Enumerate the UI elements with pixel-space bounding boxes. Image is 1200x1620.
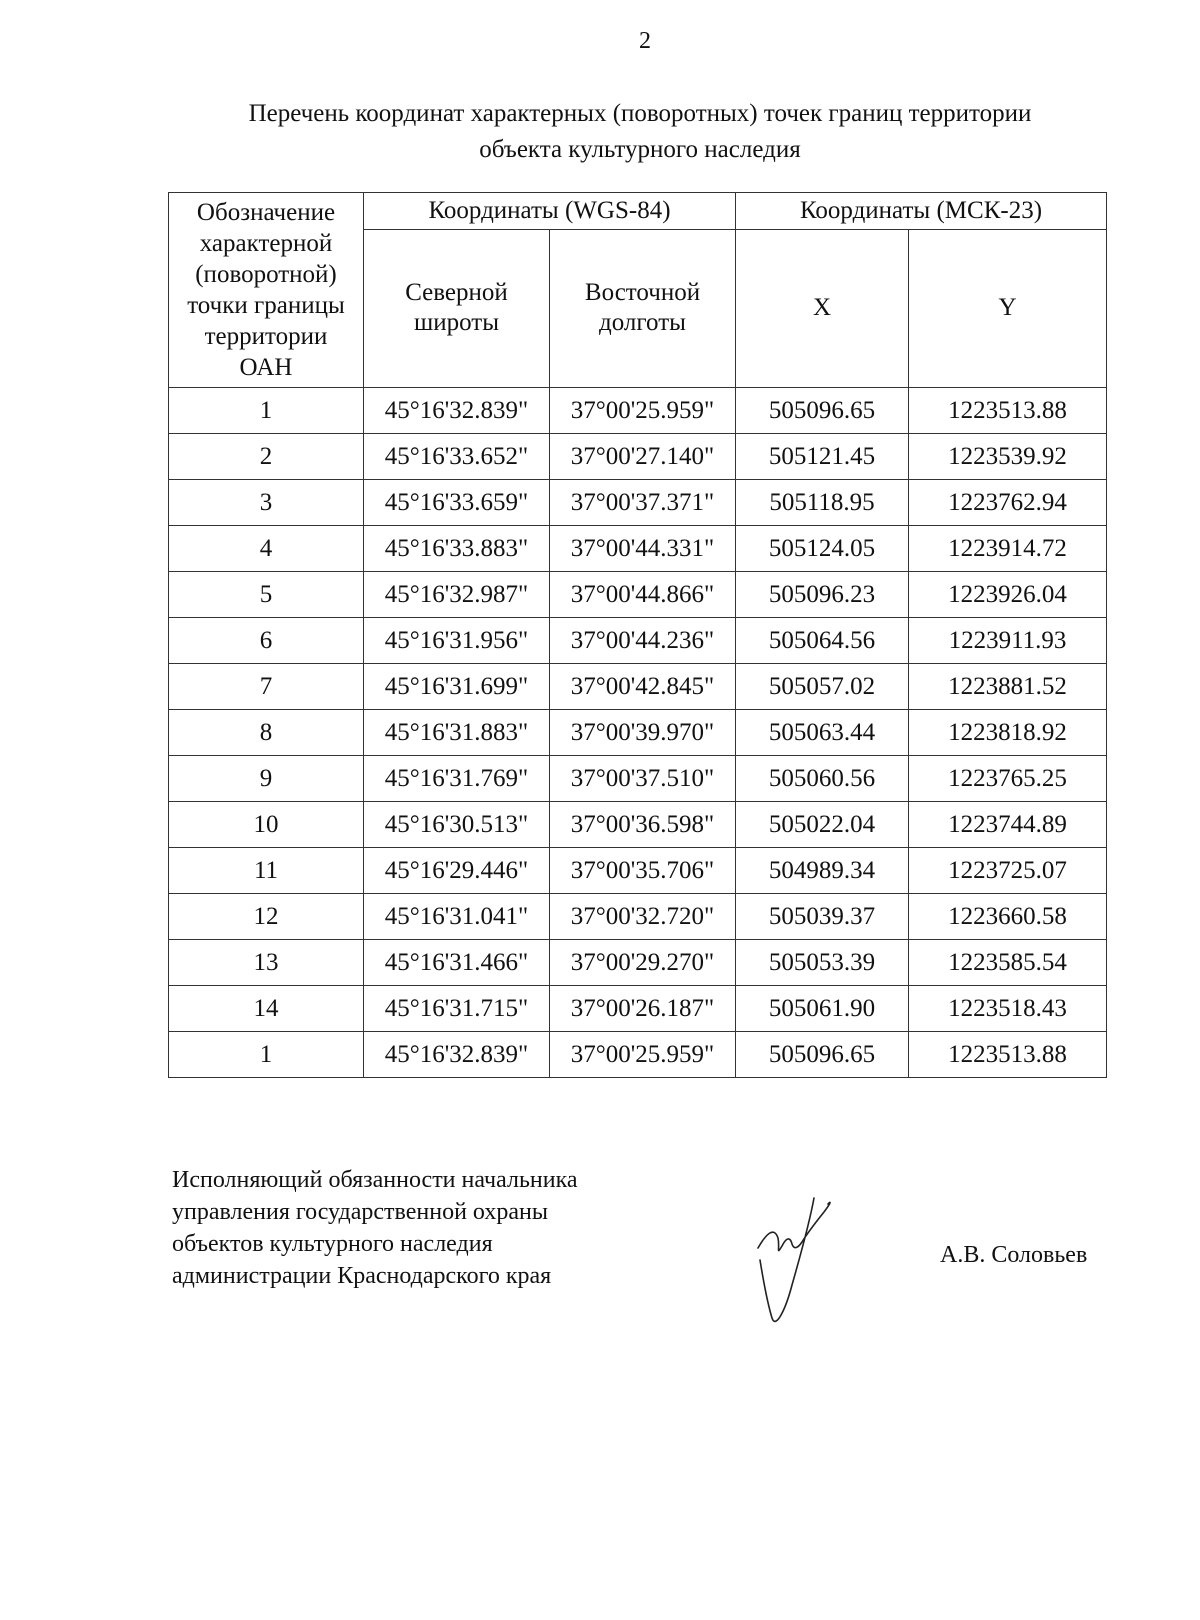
document-title bbox=[170, 96, 1110, 168]
cell-north-latitude: 45°16'32.839" bbox=[364, 388, 550, 434]
signer-name: А.В. Соловьев bbox=[940, 1242, 1088, 1268]
cell-point-number: 5 bbox=[169, 572, 364, 618]
cell-north-latitude: 45°16'31.699" bbox=[364, 664, 550, 710]
coordinates-table-body bbox=[169, 388, 1107, 1078]
cell-x: 505061.90 bbox=[736, 986, 909, 1032]
cell-point-number: 13 bbox=[169, 940, 364, 986]
cell-x: 505057.02 bbox=[736, 664, 909, 710]
cell-north-latitude: 45°16'30.513" bbox=[364, 802, 550, 848]
cell-east-longitude: 37°00'44.866" bbox=[550, 572, 736, 618]
page-number: 2 bbox=[639, 28, 651, 54]
cell-x: 505096.23 bbox=[736, 572, 909, 618]
cell-north-latitude: 45°16'31.466" bbox=[364, 940, 550, 986]
cell-east-longitude: 37°00'25.959" bbox=[550, 388, 736, 434]
cell-east-longitude: 37°00'37.371" bbox=[550, 480, 736, 526]
cell-point-number: 1 bbox=[169, 388, 364, 434]
cell-point-number: 2 bbox=[169, 434, 364, 480]
cell-east-longitude: 37°00'35.706" bbox=[550, 848, 736, 894]
cell-y: 1223926.04 bbox=[909, 572, 1107, 618]
table-row bbox=[169, 940, 1107, 986]
cell-north-latitude: 45°16'31.769" bbox=[364, 756, 550, 802]
table-row bbox=[169, 1032, 1107, 1078]
cell-y: 1223881.52 bbox=[909, 664, 1107, 710]
header-east-line: долготы bbox=[599, 309, 686, 337]
cell-point-number: 7 bbox=[169, 664, 364, 710]
header-designation-line: точки границы bbox=[187, 292, 345, 319]
cell-north-latitude: 45°16'29.446" bbox=[364, 848, 550, 894]
table-row bbox=[169, 388, 1107, 434]
signer-position-line: Исполняющий обязанности начальника bbox=[172, 1167, 578, 1193]
cell-y: 1223660.58 bbox=[909, 894, 1107, 940]
header-north-latitude bbox=[364, 229, 550, 387]
table-row bbox=[169, 572, 1107, 618]
cell-north-latitude: 45°16'32.839" bbox=[364, 1032, 550, 1078]
cell-point-number: 9 bbox=[169, 756, 364, 802]
cell-x: 505063.44 bbox=[736, 710, 909, 756]
document-title-line-1: Перечень координат характерных (поворотных) точек границ территории bbox=[248, 100, 1032, 127]
cell-east-longitude: 37°00'37.510" bbox=[550, 756, 736, 802]
cell-north-latitude: 45°16'31.041" bbox=[364, 894, 550, 940]
cell-y: 1223725.07 bbox=[909, 848, 1107, 894]
handwritten-signature bbox=[752, 1190, 862, 1340]
signer-position-line: администрации Краснодарского края bbox=[172, 1263, 552, 1289]
cell-x: 505039.37 bbox=[736, 894, 909, 940]
signer-position-line: объектов культурного наследия bbox=[172, 1231, 493, 1257]
cell-point-number: 6 bbox=[169, 618, 364, 664]
cell-east-longitude: 37°00'29.270" bbox=[550, 940, 736, 986]
cell-y: 1223818.92 bbox=[909, 710, 1107, 756]
cell-point-number: 3 bbox=[169, 480, 364, 526]
document-title-line-2: объекта культурного наследия bbox=[479, 136, 801, 163]
table-header-row-groups bbox=[169, 193, 1107, 230]
cell-x: 505060.56 bbox=[736, 756, 909, 802]
cell-east-longitude: 37°00'39.970" bbox=[550, 710, 736, 756]
cell-point-number: 14 bbox=[169, 986, 364, 1032]
cell-north-latitude: 45°16'33.659" bbox=[364, 480, 550, 526]
cell-east-longitude: 37°00'42.845" bbox=[550, 664, 736, 710]
cell-point-number: 8 bbox=[169, 710, 364, 756]
header-north-line: Северной bbox=[405, 279, 508, 307]
table-row bbox=[169, 526, 1107, 572]
table-row bbox=[169, 894, 1107, 940]
table-row bbox=[169, 986, 1107, 1032]
header-east-line: Восточной bbox=[584, 279, 701, 307]
cell-y: 1223911.93 bbox=[909, 618, 1107, 664]
cell-east-longitude: 37°00'36.598" bbox=[550, 802, 736, 848]
cell-point-number: 12 bbox=[169, 894, 364, 940]
cell-north-latitude: 45°16'33.883" bbox=[364, 526, 550, 572]
cell-x: 505022.04 bbox=[736, 802, 909, 848]
cell-y: 1223585.54 bbox=[909, 940, 1107, 986]
header-designation-line: характерной bbox=[199, 230, 333, 257]
table-row bbox=[169, 434, 1107, 480]
cell-y: 1223762.94 bbox=[909, 480, 1107, 526]
table-row bbox=[169, 802, 1107, 848]
table-row bbox=[169, 664, 1107, 710]
header-x: X bbox=[736, 229, 909, 387]
cell-north-latitude: 45°16'32.987" bbox=[364, 572, 550, 618]
header-group-wgs84: Координаты (WGS-84) bbox=[364, 193, 736, 230]
cell-y: 1223914.72 bbox=[909, 526, 1107, 572]
cell-y: 1223513.88 bbox=[909, 1032, 1107, 1078]
header-north-line: широты bbox=[413, 309, 500, 337]
header-group-msk23: Координаты (МСК-23) bbox=[736, 193, 1107, 230]
cell-north-latitude: 45°16'33.652" bbox=[364, 434, 550, 480]
cell-x: 505053.39 bbox=[736, 940, 909, 986]
cell-point-number: 11 bbox=[169, 848, 364, 894]
cell-east-longitude: 37°00'27.140" bbox=[550, 434, 736, 480]
cell-point-number: 1 bbox=[169, 1032, 364, 1078]
cell-north-latitude: 45°16'31.883" bbox=[364, 710, 550, 756]
cell-x: 505096.65 bbox=[736, 1032, 909, 1078]
header-designation-line: Обозначение bbox=[196, 199, 336, 226]
table-row bbox=[169, 480, 1107, 526]
table-row bbox=[169, 618, 1107, 664]
signer-position bbox=[172, 1164, 692, 1292]
header-point-designation bbox=[169, 193, 364, 388]
cell-point-number: 10 bbox=[169, 802, 364, 848]
cell-y: 1223744.89 bbox=[909, 802, 1107, 848]
cell-east-longitude: 37°00'26.187" bbox=[550, 986, 736, 1032]
cell-x: 505118.95 bbox=[736, 480, 909, 526]
header-designation-line: ОАН bbox=[239, 354, 293, 381]
table-row bbox=[169, 710, 1107, 756]
cell-y: 1223513.88 bbox=[909, 388, 1107, 434]
cell-east-longitude: 37°00'25.959" bbox=[550, 1032, 736, 1078]
cell-x: 505064.56 bbox=[736, 618, 909, 664]
cell-x: 505096.65 bbox=[736, 388, 909, 434]
cell-north-latitude: 45°16'31.715" bbox=[364, 986, 550, 1032]
cell-point-number: 4 bbox=[169, 526, 364, 572]
cell-x: 504989.34 bbox=[736, 848, 909, 894]
table-row bbox=[169, 756, 1107, 802]
signer-position-line: управления государственной охраны bbox=[172, 1199, 548, 1225]
cell-x: 505124.05 bbox=[736, 526, 909, 572]
header-east-longitude bbox=[550, 229, 736, 387]
cell-y: 1223518.43 bbox=[909, 986, 1107, 1032]
header-designation-line: (поворотной) bbox=[195, 261, 337, 288]
coordinates-table bbox=[168, 192, 1107, 1078]
cell-east-longitude: 37°00'44.331" bbox=[550, 526, 736, 572]
cell-east-longitude: 37°00'32.720" bbox=[550, 894, 736, 940]
table-row bbox=[169, 848, 1107, 894]
header-y: Y bbox=[909, 229, 1107, 387]
cell-y: 1223765.25 bbox=[909, 756, 1107, 802]
header-designation-line: территории bbox=[204, 323, 328, 350]
cell-east-longitude: 37°00'44.236" bbox=[550, 618, 736, 664]
cell-north-latitude: 45°16'31.956" bbox=[364, 618, 550, 664]
cell-x: 505121.45 bbox=[736, 434, 909, 480]
cell-y: 1223539.92 bbox=[909, 434, 1107, 480]
